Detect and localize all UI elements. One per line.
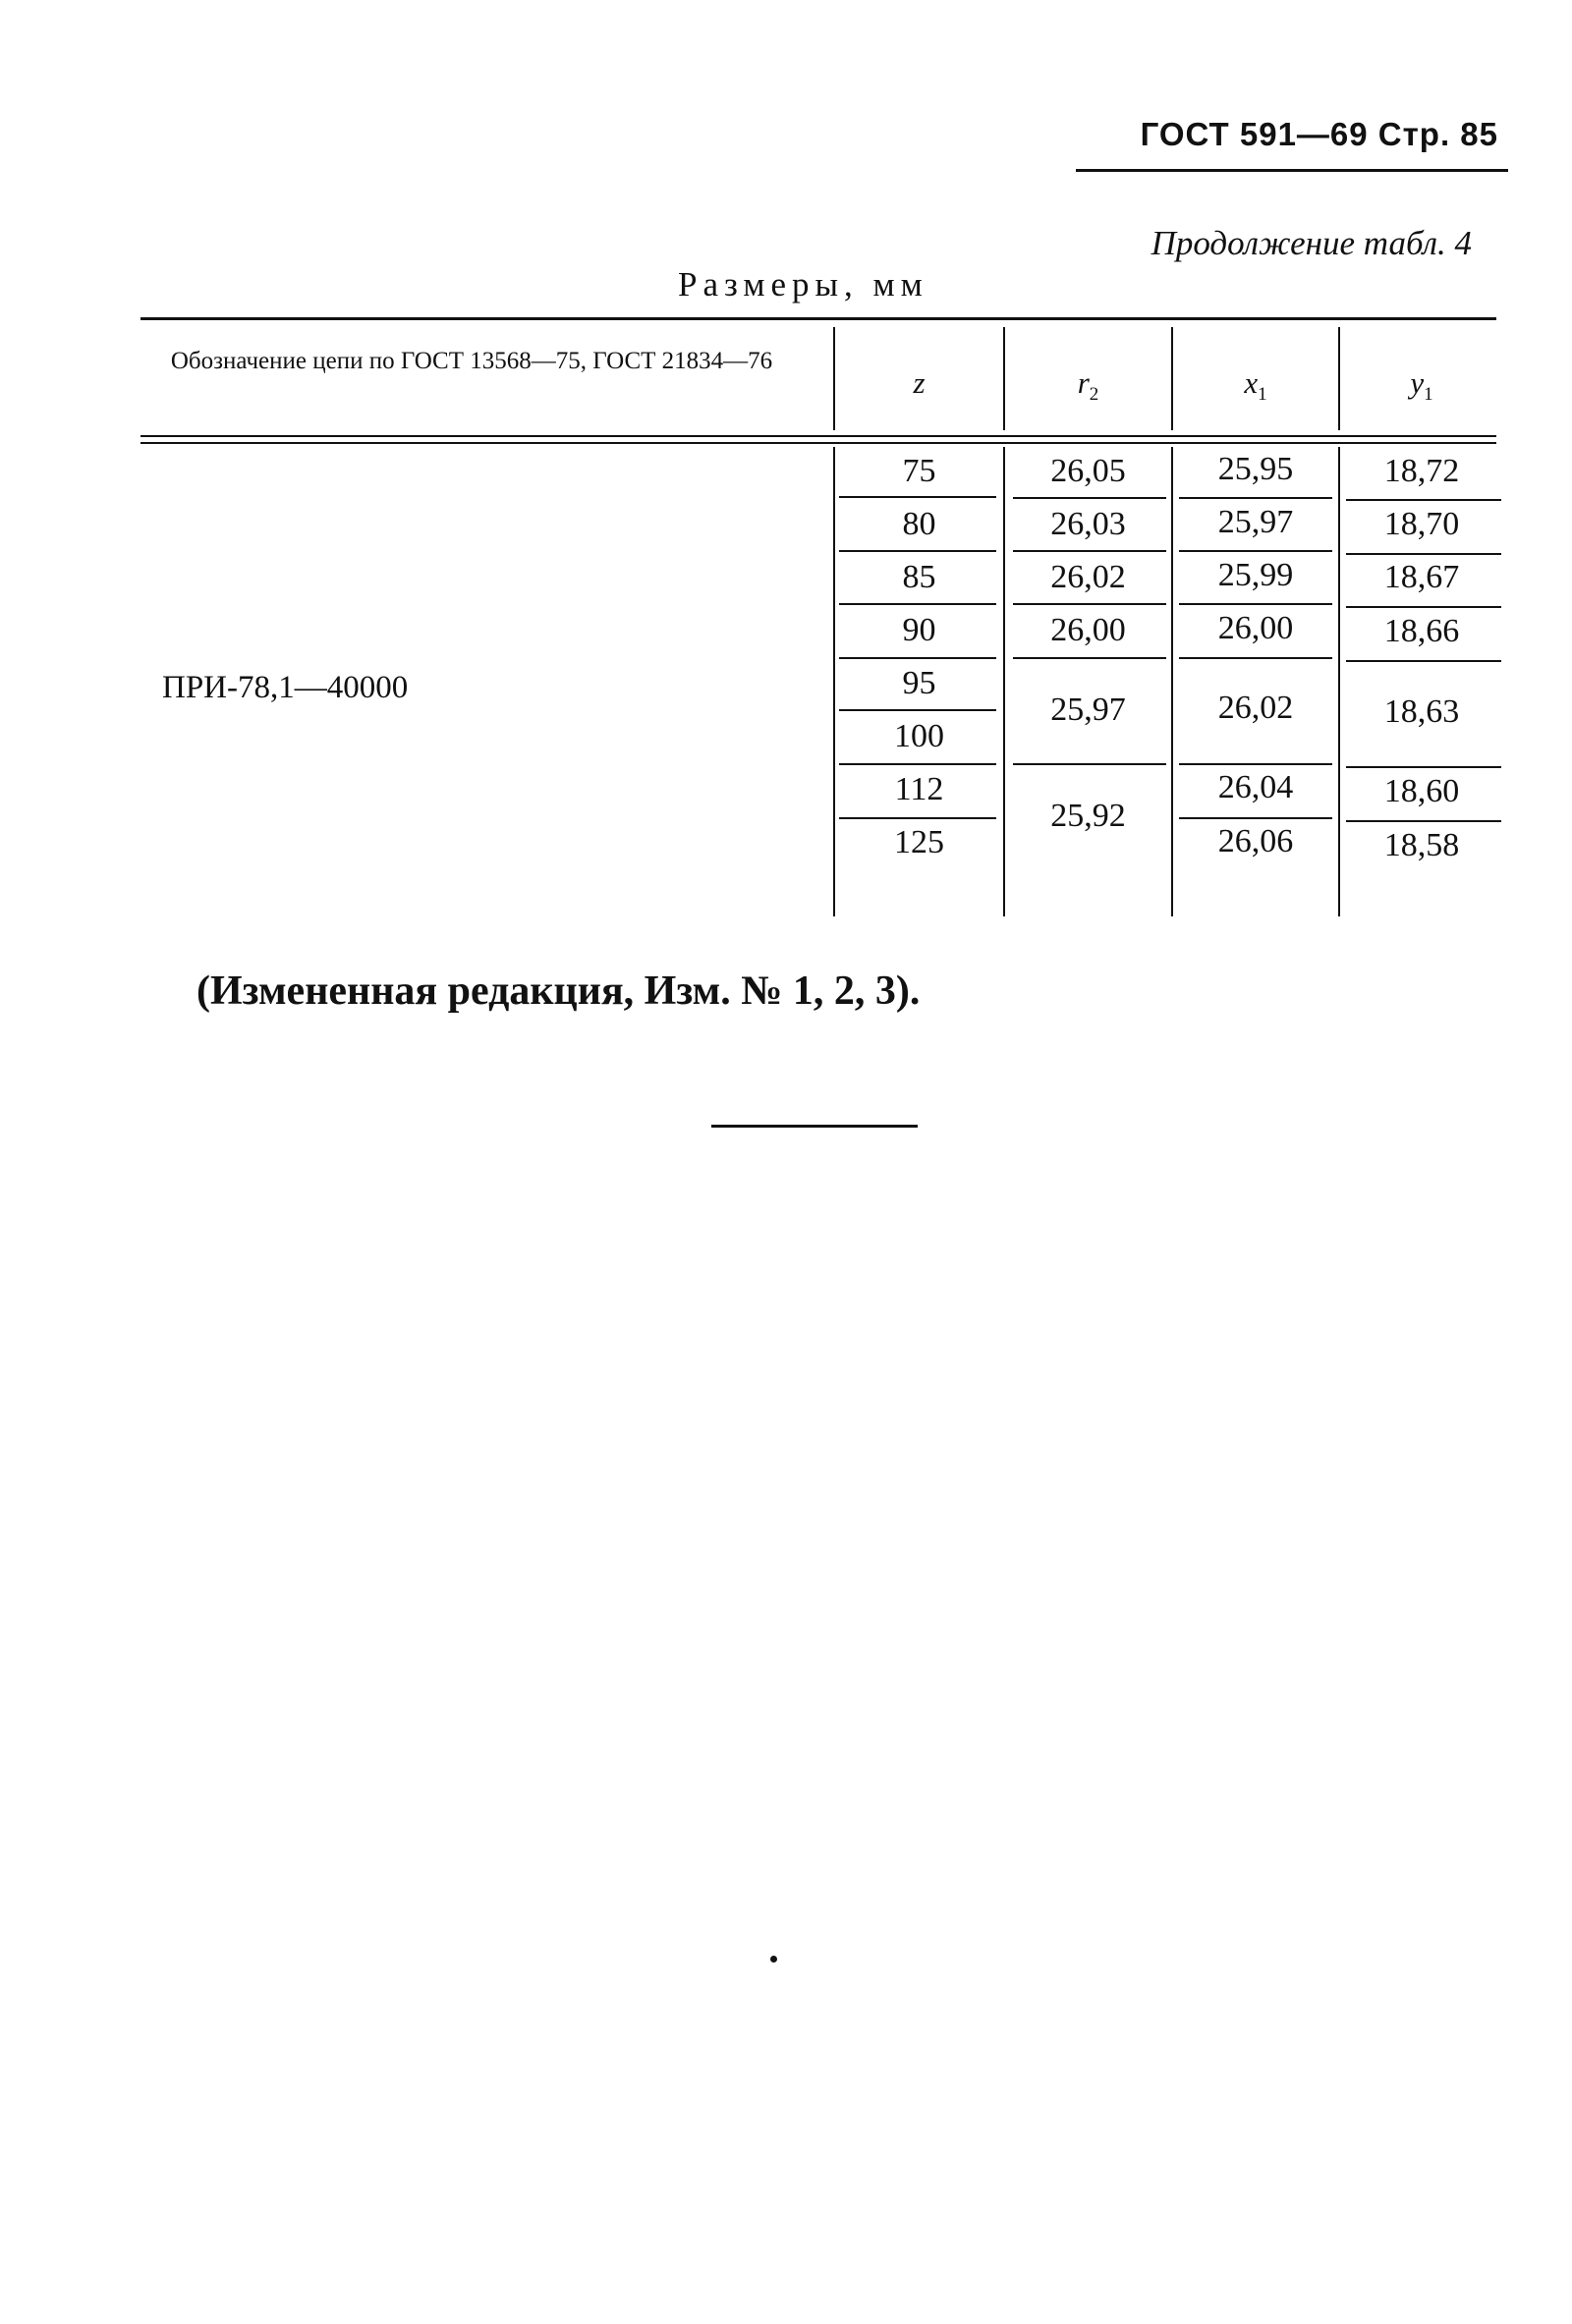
column-header-y1 [1340, 365, 1503, 406]
r2-cell: 25,97 [1050, 692, 1126, 728]
x1-cell: 26,04 [1217, 769, 1294, 805]
column-header-designation: Обозначение цепи по ГОСТ 13568—75, ГОСТ 21834—76 [170, 348, 773, 374]
row-rule [839, 763, 996, 765]
row-rule [1013, 550, 1166, 552]
y1-cell: 18,60 [1383, 773, 1460, 809]
row-rule [839, 817, 996, 819]
column-header-x1 [1173, 365, 1338, 406]
y1-cell: 18,72 [1383, 453, 1460, 489]
z-cell: 85 [902, 559, 936, 595]
r2-cell: 26,03 [1050, 506, 1126, 542]
z-cell: 125 [894, 824, 944, 860]
table-header-rule [140, 435, 1496, 437]
row-rule [1179, 550, 1332, 552]
x1-cell: 26,00 [1217, 610, 1294, 646]
row-rule [839, 657, 996, 659]
row-rule [1346, 820, 1501, 822]
r2-cell: 26,05 [1050, 453, 1126, 489]
r2-cell: 26,00 [1050, 612, 1126, 648]
column-header-x1-symbol: x [1244, 365, 1259, 400]
row-rule [1179, 657, 1332, 659]
end-rule [711, 1125, 918, 1128]
column-header-z-text: z [913, 365, 926, 400]
y1-cell: 18,58 [1383, 827, 1460, 863]
row-rule [839, 603, 996, 605]
row-rule [1179, 497, 1332, 499]
row-rule [1179, 763, 1332, 765]
row-rule [1346, 499, 1501, 501]
column-header-x1-subscript: 1 [1258, 384, 1267, 406]
z-cell: 100 [894, 718, 944, 754]
column-header-r2-subscript: 2 [1089, 384, 1099, 406]
row-rule [1346, 660, 1501, 662]
row-rule [839, 496, 996, 498]
row-rule [839, 550, 996, 552]
z-cell: 112 [894, 771, 944, 807]
header-text: ГОСТ 591—69 Стр. 85 [1140, 116, 1498, 152]
row-rule [1013, 657, 1166, 659]
x1-cell: 26,06 [1217, 823, 1294, 859]
row-rule [1013, 497, 1166, 499]
row-rule [1346, 766, 1501, 768]
row-rule [1179, 603, 1332, 605]
chain-designation: ПРИ-78,1—40000 [162, 670, 409, 705]
x1-cell: 26,02 [1217, 690, 1294, 726]
row-rule [1346, 606, 1501, 608]
page-header [1076, 116, 1508, 175]
amendment-note: (Измененная редакция, Изм. № 1, 2, 3). [196, 968, 921, 1014]
row-rule [1013, 603, 1166, 605]
r2-cell: 26,02 [1050, 559, 1126, 595]
row-rule [1346, 553, 1501, 555]
print-speck [770, 1956, 777, 1963]
column-header-y1-subscript: 1 [1424, 384, 1433, 406]
x1-cell: 25,99 [1217, 557, 1294, 593]
column-header-r2-symbol: r [1077, 365, 1090, 400]
z-cell: 90 [902, 612, 936, 648]
column-header-y1-symbol: y [1410, 365, 1425, 400]
column-header-z [835, 365, 1003, 401]
units-label: Размеры, мм [678, 265, 928, 304]
y1-cell: 18,66 [1383, 613, 1460, 649]
header-rule [1076, 169, 1508, 172]
row-rule [1179, 817, 1332, 819]
column-header-r2 [1005, 365, 1171, 406]
y1-cell: 18,67 [1383, 559, 1460, 595]
y1-cell: 18,63 [1383, 693, 1460, 730]
x1-cell: 25,97 [1217, 504, 1294, 540]
row-rule [839, 709, 996, 711]
z-cell: 95 [902, 665, 936, 701]
table-top-rule [140, 317, 1496, 320]
x1-cell: 25,95 [1217, 451, 1294, 487]
z-cell: 80 [902, 506, 936, 542]
table-continuation-label: Продолжение табл. 4 [1151, 224, 1472, 262]
table-header-rule-second [140, 442, 1496, 444]
z-cell: 75 [902, 453, 936, 489]
r2-cell: 25,92 [1050, 798, 1126, 834]
row-rule [1013, 763, 1166, 765]
y1-cell: 18,70 [1383, 506, 1460, 542]
